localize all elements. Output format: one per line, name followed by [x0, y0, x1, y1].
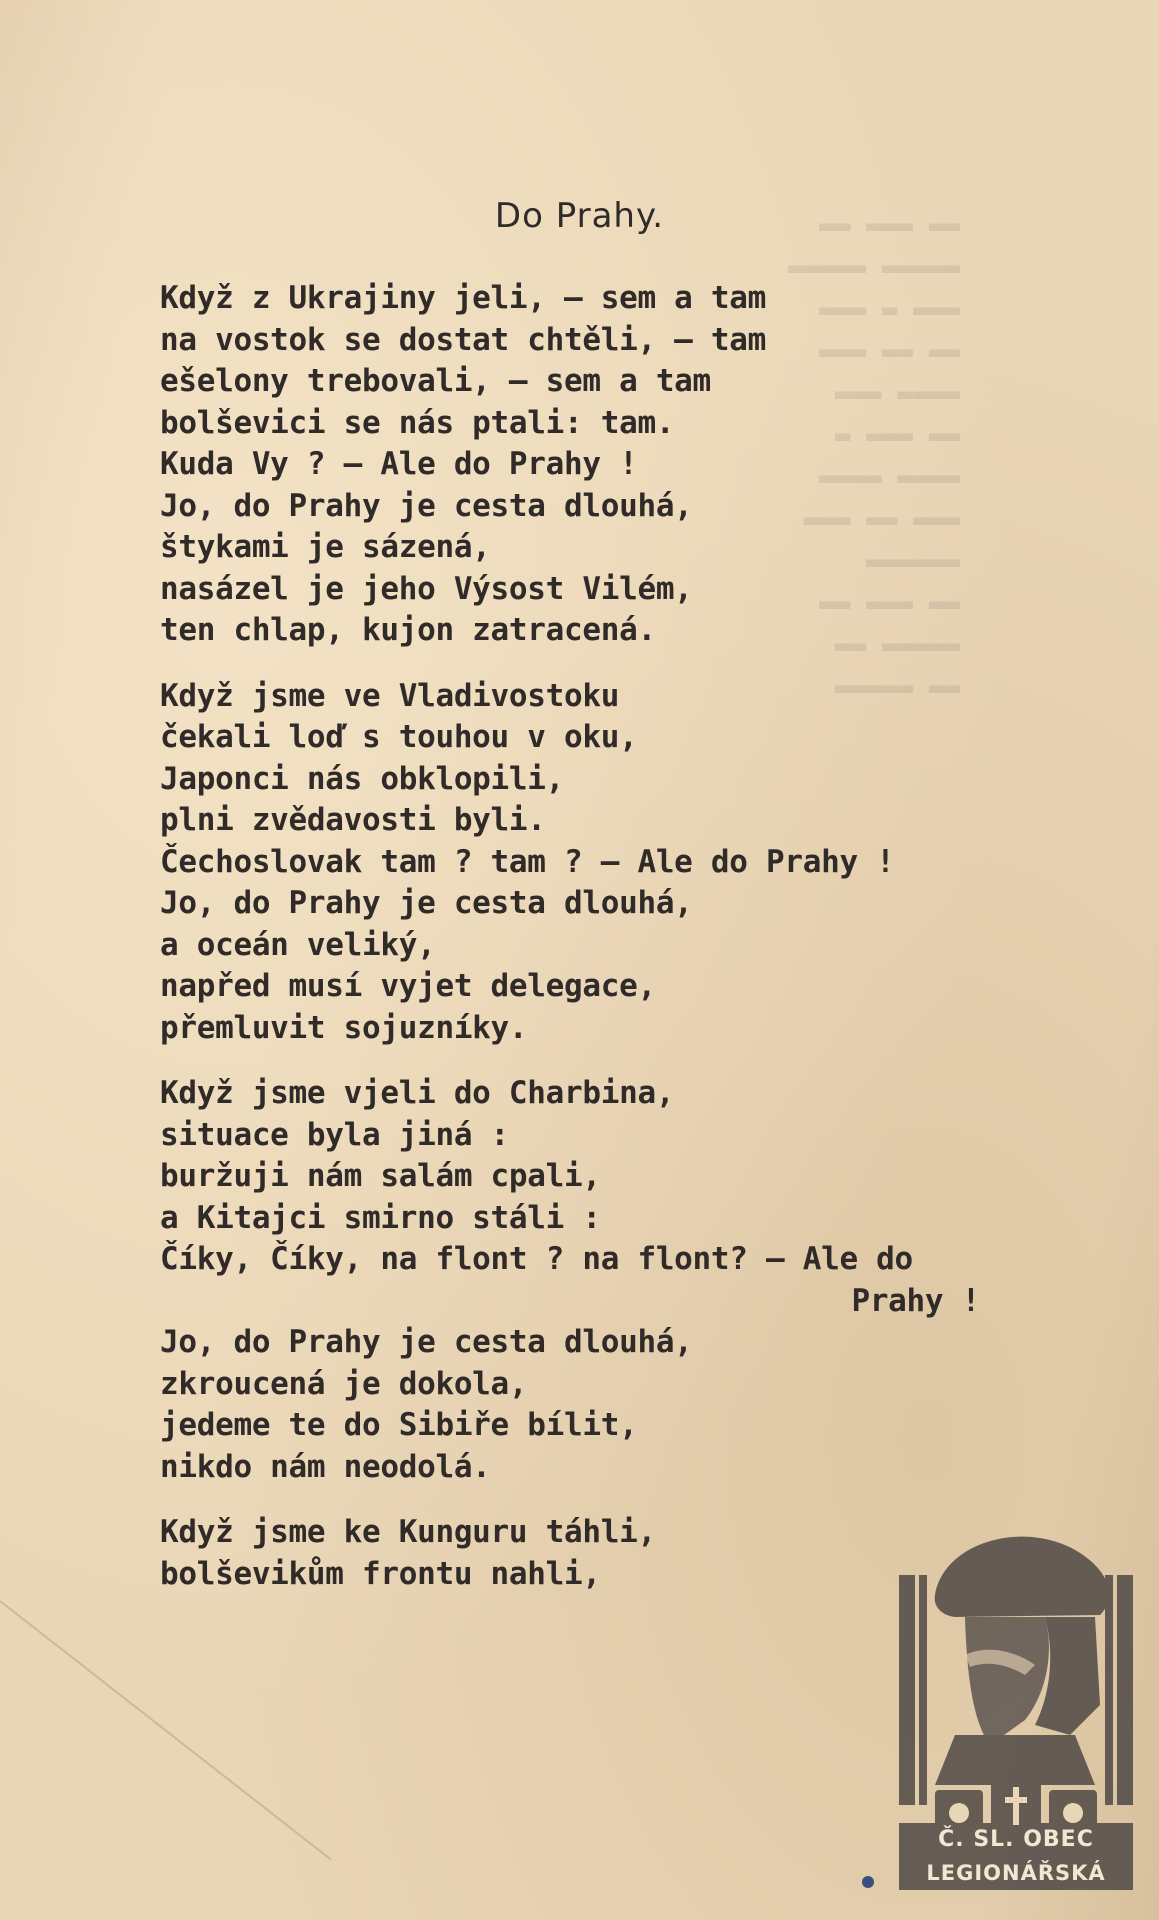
- poem-line: situace byla jiná :: [160, 1116, 509, 1153]
- bleed-through-text: ▬▬ ▬▬▬ ▬▬ ▬▬▬▬▬ ▬▬▬▬▬ ▬▬▬ ▬ ▬▬▬ ▬▬ ▬▬ ▬▬▬ ▬▬▬▬ ▬▬▬ ▬▬ ▬▬▬ ▬ ▬▬▬▬ ▬▬▬▬ ▬▬▬ ▬▬ ▬▬▬ ▬▬▬▬▬▬ ▬▬ ▬▬▬ ▬▬ ▬▬▬▬▬ ▬▬ ▬▬ ▬▬▬▬▬: [787, 211, 960, 703]
- poem-line: Kuda Vy ? — Ale do Prahy !: [160, 446, 638, 482]
- poem-line: napřed musí vyjet delegace,: [160, 968, 656, 1004]
- poem-line: jedeme te do Sibiře bílit,: [160, 1407, 638, 1443]
- stanza-4: [160, 1512, 980, 1595]
- poem-line-continuation: Prahy !: [851, 1282, 980, 1319]
- poem-line: na vostok se dostat chtěli, — tam: [160, 321, 766, 358]
- poem-title: Do Prahy.: [494, 196, 665, 236]
- poem-line: ten chlap, kujon zatracená.: [160, 612, 656, 648]
- legion-stamp: [895, 1505, 1137, 1890]
- poem-line: nikdo nám neodolá.: [160, 1448, 491, 1485]
- poem-line: a oceán veliký,: [160, 926, 436, 963]
- poem-line: ešelony trebovali, — sem a tam: [160, 363, 711, 399]
- poem-line: Jo, do Prahy je cesta dlouhá,: [160, 487, 693, 524]
- poem-line: štykami je sázená,: [160, 529, 491, 565]
- stamp-line-2: LEGIONÁŘSKÁ: [926, 1861, 1106, 1885]
- ink-dot: [862, 1876, 874, 1888]
- poem-line: plni zvědavosti byli.: [160, 802, 546, 838]
- poem-line: bolševikům frontu nahli,: [160, 1555, 601, 1592]
- poem-line: přemluvit sojuzníky.: [160, 1009, 528, 1046]
- poem-line: Číky, Číky, na flont ? na flont? — Ale do: [160, 1241, 913, 1277]
- poem-line: bolševici se nás ptali: tam.: [160, 404, 675, 441]
- poem-line: Jo, do Prahy je cesta dlouhá,: [160, 1324, 693, 1360]
- poem-line: Když jsme ve Vladivostoku: [160, 677, 620, 714]
- poem-line: Když jsme vjeli do Charbina,: [160, 1075, 675, 1111]
- paper-crease: [0, 1600, 332, 1860]
- poem-line: čekali loď s touhou v oku,: [160, 719, 638, 755]
- poem-line: Japonci nás obklopili,: [160, 760, 564, 797]
- stamp-line-1: Č. SL. OBEC: [938, 1827, 1094, 1852]
- poem-line: Čechoslovak tam ? tam ? — Ale do Prahy !: [160, 843, 895, 880]
- poem-line: buržuji nám salám cpali,: [160, 1158, 601, 1194]
- poem-line: Když jsme ke Kunguru táhli,: [160, 1514, 656, 1550]
- poem-line: Jo, do Prahy je cesta dlouhá,: [160, 885, 693, 921]
- stanza-2: [160, 676, 980, 1050]
- stanza-3: [160, 1073, 980, 1488]
- poem-line: nasázel je jeho Výsost Vilém,: [160, 570, 693, 607]
- stanza-1: [160, 278, 980, 652]
- poem-body: [160, 278, 980, 1619]
- poem-line: a Kitajci smirno stáli :: [160, 1199, 601, 1236]
- poem-line: zkroucená je dokola,: [160, 1365, 528, 1402]
- poem-line: Když z Ukrajiny jeli, — sem a tam: [160, 280, 766, 316]
